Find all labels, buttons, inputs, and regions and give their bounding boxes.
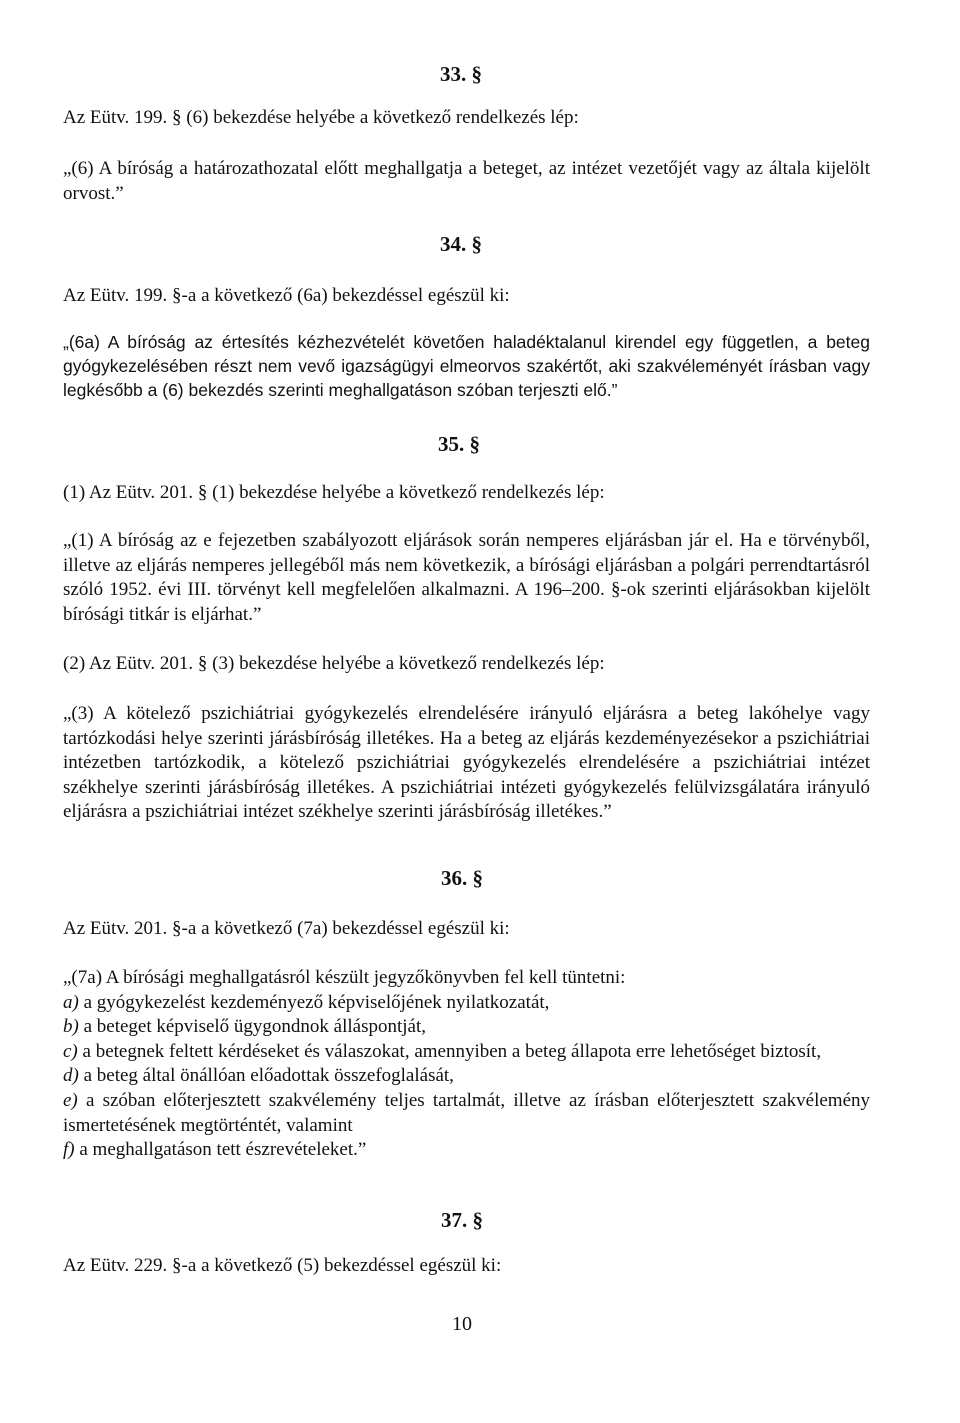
section-36-intro: Az Eütv. 201. §-a a következő (7a) bekezdéssel egészül ki: [63,918,510,939]
item-letter: a) [63,991,79,1013]
list-item-e [63,1089,870,1138]
item-text: a beteg által önállóan előadottak összefoglalását, [83,1065,454,1087]
item-letter: b) [63,1016,79,1038]
item-letter: e) [63,1089,78,1111]
item-letter: f) [63,1139,75,1161]
section-33-quote: „(6) A bíróság a határozathozatal előtt meghallgatja a beteget, az intézet vezetőjét vagy az általa kijelölt orvost.” [63,158,870,204]
item-letter: d) [63,1065,79,1087]
section-34-intro: Az Eütv. 199. §-a a következő (6a) bekezdéssel egészül ki: [63,285,510,306]
list-item-d [63,1064,870,1089]
item-text: a beteget képviselő ügygondnok álláspontját, [83,1016,427,1038]
section-35-quote-1: „(1) A bíróság az e fejezetben szabályozott eljárások során nemperes eljárásban jár el. Ha e törvényből, illetve az eljárás nemperes jellegéből más nem következik, a bírósági eljárásban a polgári perrendtartásról szóló 1952. évi III. törvényt kell megfelelően alkalmazni. A 196–200. §-ok szerinti eljárásokban kijelölt bírósági titkár is eljárhat.” [63,530,870,625]
item-text: a betegnek feltett kérdéseket és válaszokat, amennyiben a beteg állapota erre lehetőséget biztosít, [82,1040,822,1062]
page-number: 10 [452,1313,472,1335]
section-36-list [63,966,870,1163]
section-heading-33: 33. § [440,62,482,86]
section-33-intro: Az Eütv. 199. § (6) bekezdése helyébe a következő rendelkezés lép: [63,107,579,128]
item-text: a gyógykezelést kezdeményező képviselőjének nyilatkozatát, [83,991,550,1013]
section-35-intro-2: (2) Az Eütv. 201. § (3) bekezdése helyébe a következő rendelkezés lép: [63,653,605,674]
item-letter: c) [63,1040,78,1062]
list-item-c [63,1040,870,1065]
item-text: a szóban előterjesztett szakvélemény teljes tartalmát, illetve az írásban előterjesztett szakvélemény ismertetésének megtörténtét, valamint [63,1089,871,1136]
section-34-quote: „(6a) A bíróság az értesítés kézhezvételét követően haladéktalanul kirendel egy független, a beteg gyógykezelésében részt nem vevő igazságügyi elmeorvos szakértőt, aki szakvéleményét írásban vagy legkésőbb a (6) bekezdés szerinti meghallgatáson szóban terjeszti elő.” [63,332,870,400]
list-item-b [63,1015,870,1040]
section-35-quote-2: „(3) A kötelező pszichiátriai gyógykezelés elrendelésére irányuló eljárásra a beteg lakóhelye vagy tartózkodási helye szerinti járásbíróság illetékes. Ha a beteg az eljárás kezdeményezésekor a pszichiátriai intézetben tartózkodik, a kötelező pszichiátriai gyógykezelés elrendelésére a pszichiátriai intézet székhelye szerinti járásbíróság illetékes. A pszichiátriai intézeti gyógykezelés felülvizsgálatára irányuló eljárásra a pszichiátriai intézet székhelye szerinti járásbíróság illetékes.” [63,703,870,823]
section-35-intro-1: (1) Az Eütv. 201. § (1) bekezdése helyébe a következő rendelkezés lép: [63,482,605,503]
section-37-intro: Az Eütv. 229. §-a a következő (5) bekezdéssel egészül ki: [63,1255,502,1276]
section-heading-37: 37. § [441,1208,483,1232]
section-heading-36: 36. § [441,866,483,890]
section-heading-34: 34. § [440,232,482,256]
section-heading-35: 35. § [438,432,480,456]
item-text: a meghallgatáson tett észrevételeket.” [79,1139,367,1161]
section-36-lead: „(7a) A bírósági meghallgatásról készült jegyzőkönyvben fel kell tüntetni: [63,967,626,988]
list-item-f [63,1138,870,1163]
list-item-a [63,991,870,1016]
